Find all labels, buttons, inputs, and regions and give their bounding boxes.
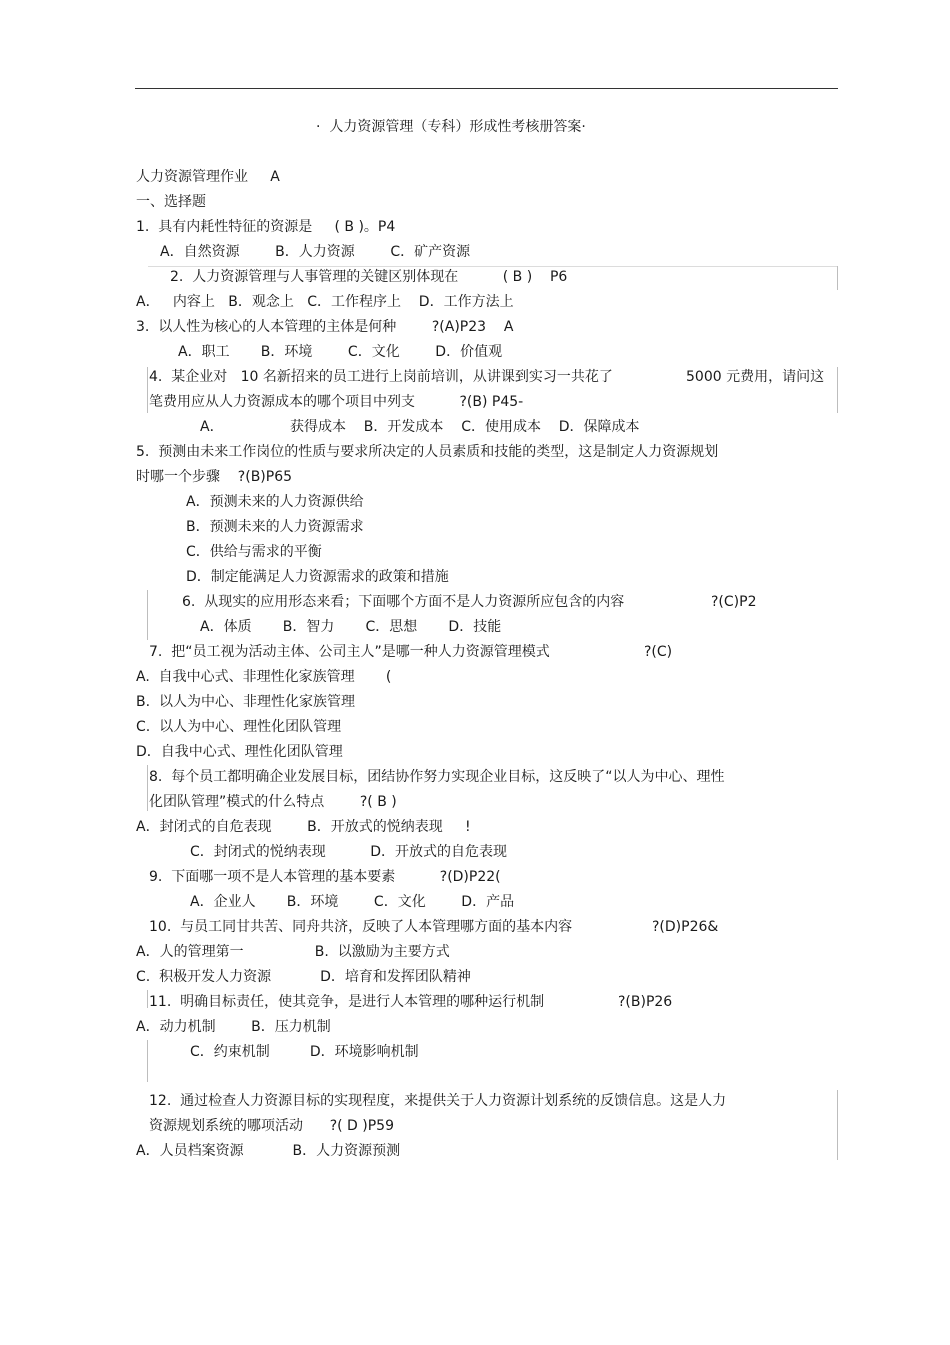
question-12-options-ab: A．人员档案资源 B．人力资源预测 [136, 1143, 401, 1159]
question-12-line-2: 资源规划系统的哪项活动 ?( D )P59 [149, 1118, 394, 1134]
border-line [837, 367, 838, 413]
question-10-options-ab: A．人的管理第一 B. 以激励为主要方式 [136, 944, 450, 960]
question-4-amount: 5000 元费用，请问这 [686, 369, 825, 385]
question-6-options: A．体质 B．智力 C．思想 D．技能 [200, 619, 502, 635]
question-2: 2. 人力资源管理与人事管理的关键区别体现在 ( B ) P6 [170, 269, 568, 285]
question-10: 10. 与员工同甘共苦、同舟共济，反映了人本管理哪方面的基本内容 [149, 919, 573, 935]
header-rule [135, 88, 838, 89]
question-7-option-c: C. 以人为中心、理性化团队管理 [136, 719, 342, 735]
border-line [147, 765, 148, 811]
assignment-title: 人力资源管理作业 A [136, 169, 280, 185]
question-11-options-ab: A．动力机制 B．压力机制 [136, 1019, 331, 1035]
question-11-options-cd: C．约束机制 D．环境影响机制 [190, 1044, 419, 1060]
question-8-options-ab: A．封闭式的自危表现 B．开放式的悦纳表现 ! [136, 819, 471, 835]
question-8-line-2: 化团队管理”模式的什么特点 ?( B ) [149, 794, 397, 810]
border-line [147, 990, 148, 1008]
border-line [837, 1090, 838, 1160]
question-7-reference: ?(C) [644, 644, 673, 660]
question-4-line-2: 笔费用应从人力资源成本的哪个项目中列支 ?(B) P45- [149, 394, 524, 410]
question-9: 9. 下面哪一项不是人本管理的基本要素 ?(D)P22( [149, 869, 501, 885]
border-line [148, 266, 838, 267]
question-10-options-cd: C. 积极开发人力资源 D．培育和发挥团队精神 [136, 969, 471, 985]
question-6: 6. 从现实的应用形态来看；下面哪个方面不是人力资源所应包含的内容 [182, 594, 625, 610]
border-line [147, 367, 148, 413]
question-1: 1. 具有内耗性特征的资源是 ( B )。P4 [136, 219, 396, 235]
question-7-option-a: A. 自我中心式、非理性化家族管理 ( [136, 669, 392, 685]
border-line [147, 590, 148, 640]
question-5-option-b: B．预测未来的人力资源需求 [186, 519, 364, 535]
question-5-option-d: D．制定能满足人力资源需求的政策和措施 [186, 569, 449, 585]
question-11-reference: ?(B)P26 [618, 994, 673, 1010]
question-7: 7. 把“员工视为活动主体、公司主人”是哪一种人力资源管理模式 [149, 644, 550, 660]
document-title: · 人力资源管理（专科）形成性考核册答案· [316, 119, 586, 135]
question-4-option-a-label: A． [200, 419, 224, 435]
question-8-options-cd: C．封闭式的悦纳表现 D．开放式的自危表现 [190, 844, 508, 860]
question-1-options: A．自然资源 B．人力资源 C．矿产资源 [160, 244, 471, 260]
question-7-option-b: B. 以人为中心、非理性化家族管理 [136, 694, 355, 710]
border-line [147, 1040, 148, 1082]
question-4-options: 获得成本 B．开发成本 C．使用成本 D．保障成本 [290, 419, 640, 435]
question-10-reference: ?(D)P26& [652, 919, 719, 935]
question-3: 3. 以人性为核心的人本管理的主体是何种 ?(A)P23 A [136, 319, 514, 335]
border-line [837, 266, 838, 290]
section-heading: 一、选择题 [136, 194, 206, 210]
question-5-line-1: 5. 预测由未来工作岗位的性质与要求所决定的人员素质和技能的类型，这是制定人力资源规划 [136, 444, 719, 460]
question-4-line-1: 4. 某企业对 10 名新招来的员工进行上岗前培训，从讲课到实习一共花了 [149, 369, 613, 385]
question-11: 11. 明确目标责任，使其竞争，是进行人本管理的哪种运行机制 [149, 994, 545, 1010]
question-5-option-c: C．供给与需求的平衡 [186, 544, 322, 560]
question-7-option-d: D．自我中心式、理性化团队管理 [136, 744, 343, 760]
question-2-options: A． 内容上 B．观念上 C．工作程序上 D．工作方法上 [136, 294, 514, 310]
question-5-option-a: A．预测未来的人力资源供给 [186, 494, 364, 510]
question-9-options: A．企业人 B．环境 C．文化 D．产品 [190, 894, 515, 910]
question-12-line-1: 12. 通过检查人力资源目标的实现程度，来提供关于人力资源计划系统的反馈信息。这是人力 [149, 1093, 727, 1109]
question-8-line-1: 8. 每个员工都明确企业发展目标，团结协作努力实现企业目标，这反映了“以人为中心、理性 [149, 769, 725, 785]
question-5-line-2: 时哪一个步骤 ?(B)P65 [136, 469, 293, 485]
question-6-reference: ?(C)P2 [711, 594, 757, 610]
question-3-options: A．职工 B．环境 C．文化 D．价值观 [178, 344, 503, 360]
